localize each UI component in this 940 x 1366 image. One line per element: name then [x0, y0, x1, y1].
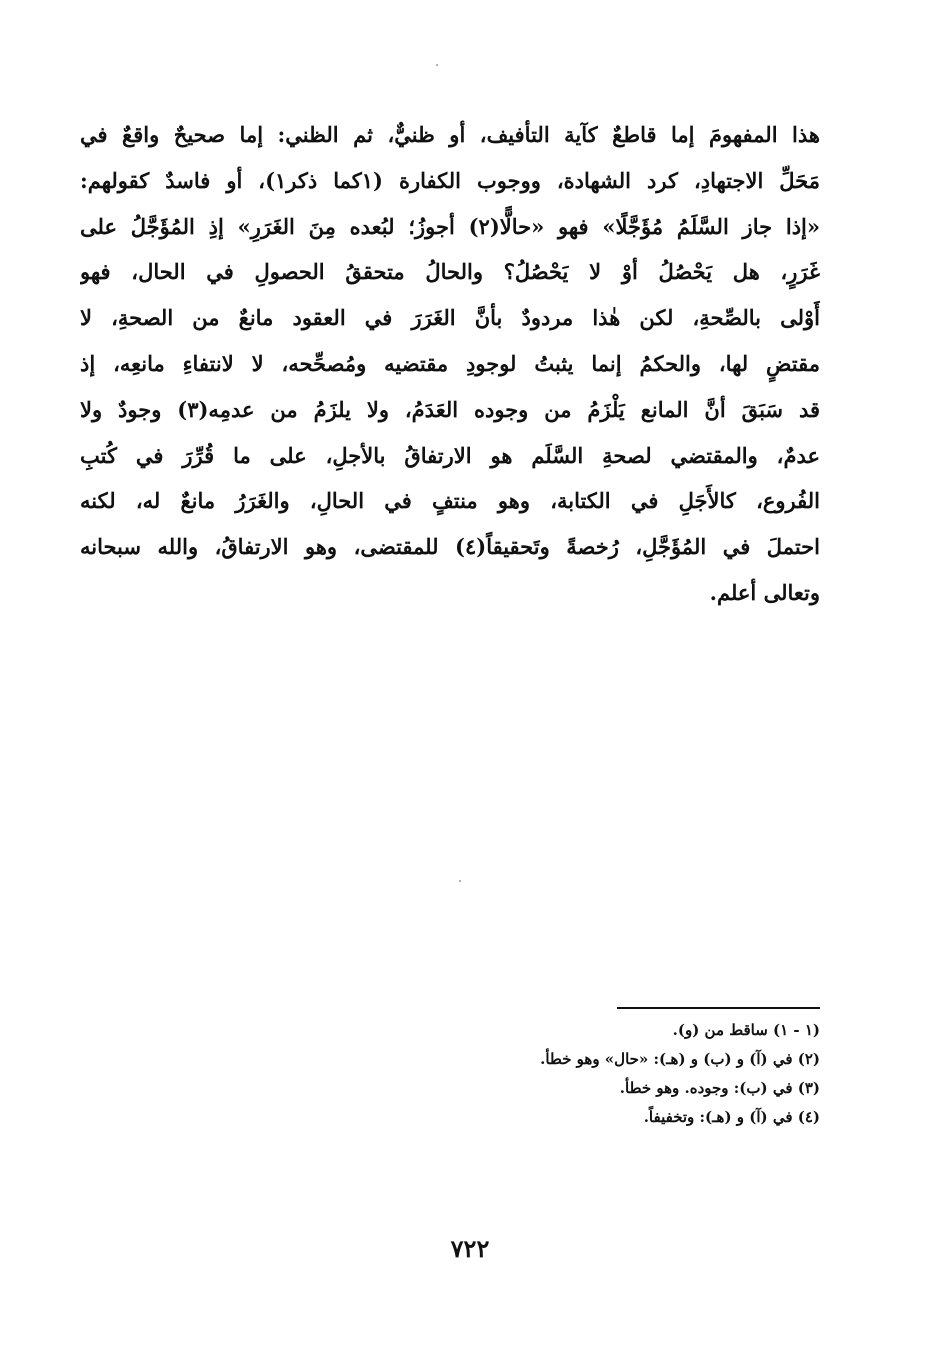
text-line-9: الفُروع، كالأَجَلِ في الكتابة، وهو منتفٍ في الحالِ، والغَرَرُ مانعٌ له، لكنه	[80, 488, 820, 514]
footnote-1: (١ - ١) ساقط من (و).	[672, 1021, 820, 1039]
text-line-1: هذا المفهومَ إما قاطعٌ كآية التأفيف، أو ظنيٌّ، ثم الظني: إما صحيحٌ واقعٌ في	[80, 122, 820, 147]
scan-speck	[459, 880, 461, 882]
text-line-8: عدمٌ، والمقتضي لصحةِ السَّلَم هو الارتفاقُ بالأجلِ، على ما قُرِّرَ في كُتبِ	[80, 442, 820, 468]
text-line-4: غَرَرٍ، هل يَحْصُلُ أوْ لا يَحْصُلُ؟ والحالُ متحققُ الحصولِ في الحال، فهو	[80, 259, 820, 285]
footnote-3: (٣) في (ب): وجوده. وهو خطأ.	[619, 1079, 820, 1097]
text-line-7: قد سَبَقَ أنَّ المانع يَلْزَمُ من وجوده العَدَمُ، ولا يلزَمُ من عدمِه(٣) وجودٌ ولا	[80, 396, 820, 422]
text-line-10: احتملَ في المُؤَجَّلِ، رُخصةً وتَحقيقاً(٤) للمقتضى، وهو الارتفاقُ، والله سبحانه	[80, 534, 820, 560]
main-text-block	[80, 112, 820, 616]
footnotes	[420, 1016, 820, 1132]
footnote-2: (٢) في (آ) و (ب) و (هـ): «حال» وهو خطأ.	[540, 1050, 820, 1068]
footnote-4: (٤) في (آ) و (هـ): وتخفيفاً.	[643, 1108, 820, 1126]
text-line-5: أَوْلى بالصِّحةِ، لكن هٰذا مردودٌ بأنَّ الغَرَرَ في العقود مانعٌ من الصحةِ، لا	[80, 305, 820, 331]
footnote-separator	[617, 1007, 820, 1009]
text-line-2: مَحَلِّ الاجتهادِ، كرد الشهادة، ووجوب الكفارة (١كما ذكر١)، أو فاسدٌ كقولهم:	[80, 167, 820, 193]
text-line-6: مقتضٍ لها، والحكمُ إنما يثبتُ لوجودِ مقتضيه ومُصحِّحه، لا لانتفاءِ مانعِه، إذ	[80, 350, 820, 376]
text-line-11: وتعالى أعلم.	[709, 579, 820, 605]
text-line-3: «إذا جاز السَّلَمُ مُؤَجَّلًا» فهو «حالًّا(٢) أجوزُ؛ لبُعده مِنَ الغَرَرِ» إذِ المُؤَجَّلُ على	[80, 213, 820, 239]
page-number: ٧٢٢	[450, 1234, 490, 1263]
scan-speck	[436, 64, 438, 66]
